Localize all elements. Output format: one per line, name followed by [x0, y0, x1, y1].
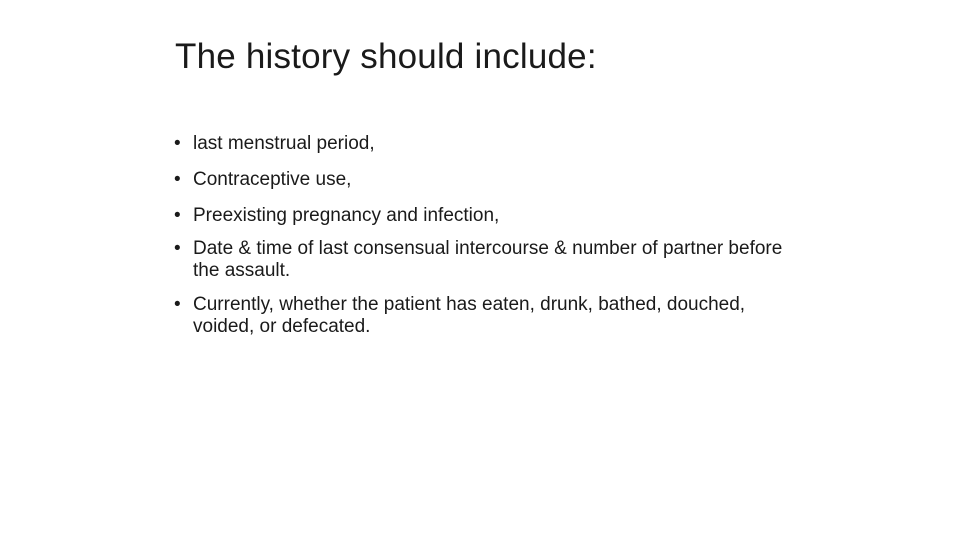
- bullet-icon: •: [174, 205, 181, 226]
- list-item: [174, 126, 794, 162]
- bullet-text: Currently, whether the patient has eaten, drunk, bathed, douched, voided, or defecated.: [193, 294, 746, 337]
- bullet-text: Contraceptive use,: [193, 169, 352, 190]
- slide-title: The history should include:: [175, 37, 597, 76]
- list-item: [174, 290, 794, 338]
- list-item: [174, 234, 794, 282]
- list-item: [174, 198, 794, 234]
- bullet-icon: •: [174, 238, 181, 259]
- bullet-list: [174, 126, 794, 338]
- bullet-text: last menstrual period,: [193, 133, 375, 154]
- list-item: [174, 162, 794, 198]
- bullet-text: Date & time of last consensual intercourse & number of partner before the assault.: [193, 238, 783, 281]
- bullet-icon: •: [174, 133, 181, 154]
- bullet-icon: •: [174, 169, 181, 190]
- bullet-icon: •: [174, 294, 181, 315]
- bullet-text: Preexisting pregnancy and infection,: [193, 205, 500, 226]
